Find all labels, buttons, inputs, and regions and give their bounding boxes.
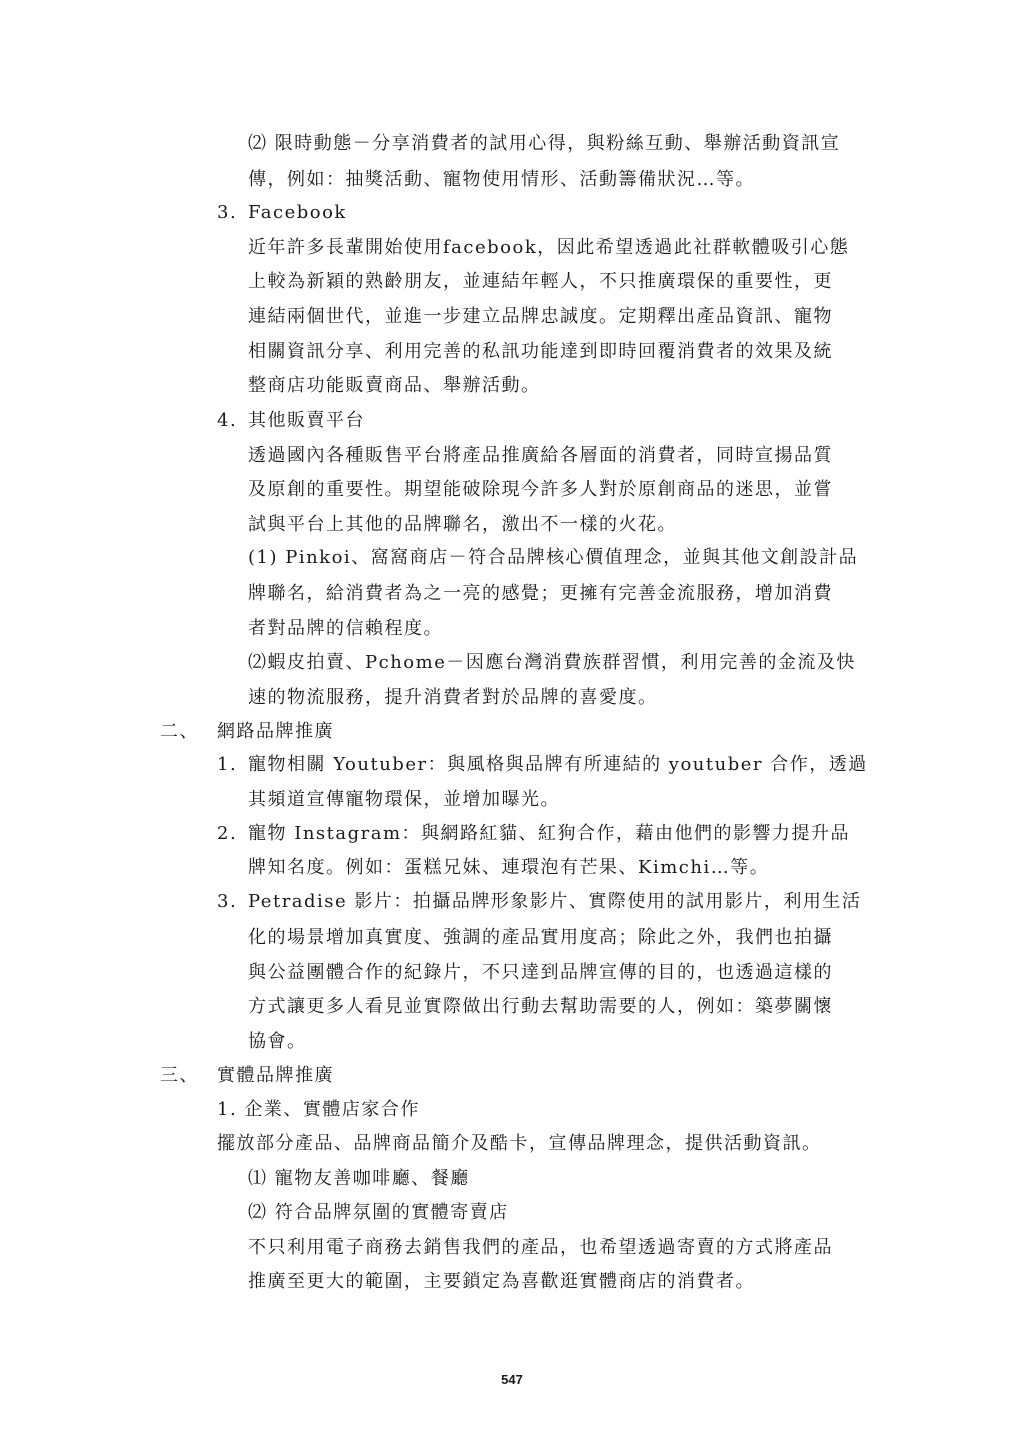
list-number: 3.	[217, 202, 238, 223]
section-number: 二、	[160, 721, 199, 742]
list-number: 3.	[217, 891, 238, 912]
list-heading: Facebook	[248, 202, 347, 223]
text-line: 化的場景增加真實度、強調的產品實用度高；除此之外，我們也拍攝	[248, 927, 833, 948]
text-line: 相關資訊分享、利用完善的私訊功能達到即時回覆消費者的效果及統	[248, 341, 833, 362]
text-line: 其頻道宣傳寵物環保，並增加曝光。	[248, 789, 560, 810]
text-line: Petradise 影片：拍攝品牌形象影片、實際使用的試用影片，利用生活	[248, 891, 862, 912]
list-number: 2.	[217, 823, 238, 844]
text-line: 牌聯名，給消費者為之一亮的感覺；更擁有完善金流服務，增加消費	[248, 583, 833, 604]
text-line: 寵物相關 Youtuber：與風格與品牌有所連結的 youtuber 合作，透過	[248, 754, 868, 775]
text-line: 方式讓更多人看見並實際做出行動去幫助需要的人，例如：築夢關懷	[248, 996, 833, 1017]
text-line: ⑴ 寵物友善咖啡廳、餐廳	[248, 1168, 470, 1189]
list-heading: 1. 企業、實體店家合作	[217, 1099, 420, 1120]
text-line: 擺放部分產品、品牌商品簡介及酷卡，宣傳品牌理念，提供活動資訊。	[217, 1133, 822, 1154]
text-line: 協會。	[248, 1031, 307, 1052]
section-number: 三、	[160, 1065, 199, 1086]
text-line: ⑵蝦皮拍賣、Pchome－因應台灣消費族群習慣，利用完善的金流及快	[248, 652, 856, 673]
list-number: 1.	[217, 754, 238, 775]
text-line: 寵物 Instagram：與網路紅貓、紅狗合作，藉由他們的影響力提升品	[248, 823, 851, 844]
list-number: 4.	[217, 410, 238, 431]
text-line: 推廣至更大的範圍，主要鎖定為喜歡逛實體商店的消費者。	[248, 1271, 755, 1292]
text-line: 連結兩個世代，並進一步建立品牌忠誠度。定期釋出產品資訊、寵物	[248, 306, 833, 327]
text-line: 上較為新穎的熟齡朋友，並連結年輕人，不只推廣環保的重要性，更	[248, 271, 833, 292]
text-line: 近年許多長輩開始使用facebook，因此希望透過此社群軟體吸引心態	[248, 237, 850, 258]
page-number: 547	[501, 1372, 523, 1387]
list-heading: 其他販賣平台	[248, 410, 365, 431]
text-line: 及原創的重要性。期望能破除現今許多人對於原創商品的迷思，並嘗	[248, 479, 833, 500]
text-line: ⑵ 限時動態－分享消費者的試用心得，與粉絲互動、舉辦活動資訊宣	[248, 133, 841, 154]
text-line: 試與平台上其他的品牌聯名，激出不一樣的火花。	[248, 514, 677, 535]
section-heading: 實體品牌推廣	[217, 1065, 334, 1086]
text-line: 不只利用電子商務去銷售我們的產品，也希望透過寄賣的方式將產品	[248, 1237, 833, 1258]
text-line: (1) Pinkoi、窩窩商店－符合品牌核心價值理念，並與其他文創設計品	[248, 547, 859, 568]
text-line: 傳，例如：抽獎活動、寵物使用情形、活動籌備狀況…等。	[248, 169, 755, 190]
text-line: 者對品牌的信賴程度。	[248, 618, 443, 639]
text-line: 整商店功能販賣商品、舉辦活動。	[248, 375, 541, 396]
text-line: 透過國內各種販售平台將產品推廣給各層面的消費者，同時宣揚品質	[248, 445, 833, 466]
text-line: 牌知名度。例如：蛋糕兄妹、連環泡有芒果、Kimchi…等。	[248, 857, 770, 878]
section-heading: 網路品牌推廣	[217, 721, 334, 742]
text-line: 與公益團體合作的紀錄片，不只達到品牌宣傳的目的，也透過這樣的	[248, 962, 833, 983]
text-line: 速的物流服務，提升消費者對於品牌的喜愛度。	[248, 687, 658, 708]
text-line: ⑵ 符合品牌氛圍的實體寄賣店	[248, 1202, 509, 1223]
